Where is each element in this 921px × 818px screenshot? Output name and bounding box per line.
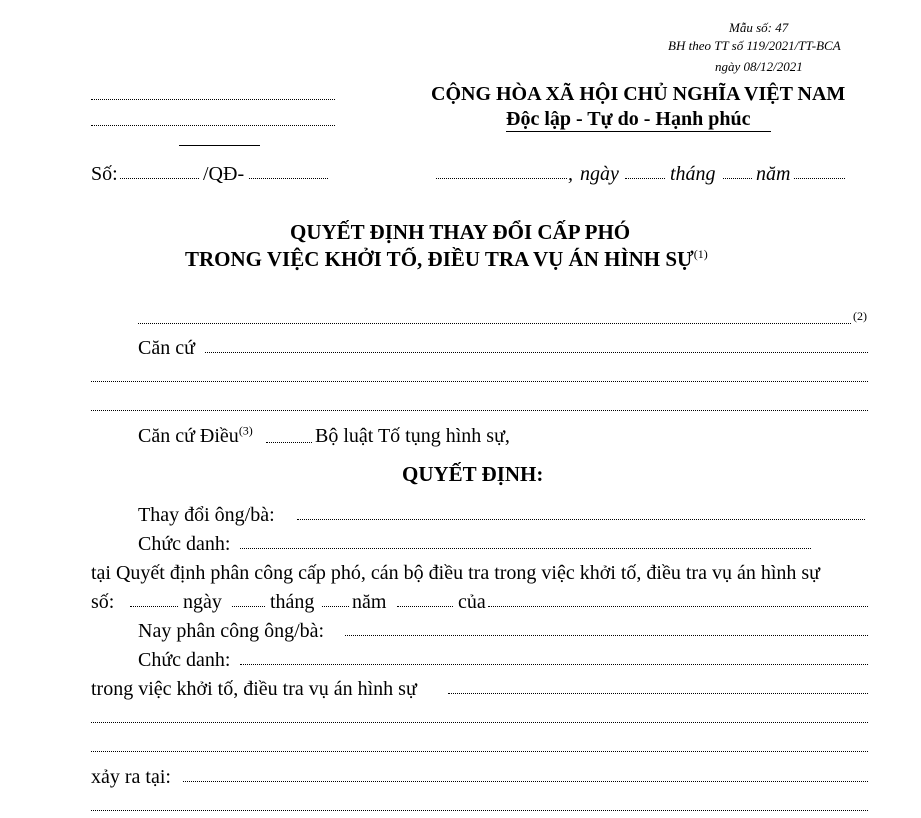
qd-cua-label: của xyxy=(458,591,486,613)
form-number: Mẫu số: 47 xyxy=(729,20,789,35)
xay-ra-tai-field-2 xyxy=(91,810,868,811)
can-cu-label: Căn cứ xyxy=(138,337,195,359)
date-comma: , xyxy=(568,163,573,185)
document-title-line-1: QUYẾT ĐỊNH THAY ĐỔI CẤP PHÓ xyxy=(290,220,631,244)
title-footnote: (1) xyxy=(693,247,708,261)
can-cu-dieu-label: Căn cứ Điều xyxy=(138,425,239,447)
so-number-field xyxy=(120,178,199,179)
vu-an-field-1 xyxy=(448,693,868,694)
decision-heading: QUYẾT ĐỊNH: xyxy=(402,462,544,486)
date-thang-label: tháng xyxy=(670,163,716,185)
chuc-danh-2-field xyxy=(240,664,868,665)
footnote-2: (2) xyxy=(853,309,867,323)
tai-quyet-dinh-text: tại Quyết định phân công cấp phó, cán bộ điều tra trong việc khởi tố, điều tra vụ án hình sự xyxy=(91,562,821,584)
document-title-line-2 xyxy=(185,246,708,272)
trong-viec-text: trong việc khởi tố, điều tra vụ án hình sự xyxy=(91,678,417,700)
agency-name-field xyxy=(138,323,851,324)
can-cu-field-1 xyxy=(205,352,868,353)
nay-phan-cong-label: Nay phân công ông/bà: xyxy=(138,620,325,642)
qd-month-field xyxy=(322,606,349,607)
date-nam-label: năm xyxy=(756,163,791,185)
xay-ra-tai-label: xảy ra tại: xyxy=(91,766,171,788)
so-label: Số: xyxy=(91,163,118,185)
date-month-field xyxy=(723,178,752,179)
qd-year-field xyxy=(397,606,453,607)
qd-day-field xyxy=(232,606,265,607)
date-day-field xyxy=(625,178,665,179)
can-cu-field-3 xyxy=(91,410,868,411)
thay-doi-field xyxy=(297,519,865,520)
xay-ra-tai-field-1 xyxy=(183,781,868,782)
chuc-danh-2-label: Chức danh: xyxy=(138,649,231,671)
motto-underline xyxy=(506,131,771,132)
thay-doi-label: Thay đổi ông/bà: xyxy=(138,504,275,526)
so-qd-field xyxy=(130,606,178,607)
qd-ngay-label: ngày xyxy=(183,591,222,613)
agency-underline xyxy=(179,145,260,146)
vu-an-field-3 xyxy=(91,751,868,752)
can-cu-dieu-line xyxy=(138,424,253,448)
form-issued-date: ngày 08/12/2021 xyxy=(715,59,803,74)
qd-label: /QĐ- xyxy=(203,163,245,185)
chuc-danh-field xyxy=(240,548,811,549)
qd-suffix-field xyxy=(249,178,328,179)
form-issued-by: BH theo TT số 119/2021/TT-BCA xyxy=(668,38,841,53)
nation-title: CỘNG HÒA XÃ HỘI CHỦ NGHĨA VIỆT NAM xyxy=(431,83,846,105)
so-qd-label: số: xyxy=(91,591,115,613)
chuc-danh-label: Chức danh: xyxy=(138,533,231,555)
qd-nam-label: năm xyxy=(352,591,387,613)
agency-line-2 xyxy=(91,125,335,126)
motto: Độc lập - Tự do - Hạnh phúc xyxy=(506,108,751,130)
qd-cua-field xyxy=(488,606,868,607)
dieu-number-field xyxy=(266,442,312,443)
agency-line-1 xyxy=(91,99,335,100)
can-cu-field-2 xyxy=(91,381,868,382)
qd-thang-label: tháng xyxy=(270,591,315,613)
nay-phan-cong-field xyxy=(345,635,868,636)
date-ngay-label: ngày xyxy=(580,163,619,185)
title-text: TRONG VIỆC KHỞI TỐ, ĐIỀU TRA VỤ ÁN HÌNH SỰ xyxy=(185,247,694,271)
bo-luat-text: Bộ luật Tố tụng hình sự, xyxy=(315,425,510,447)
footnote-3: (3) xyxy=(238,423,253,438)
place-field xyxy=(436,178,567,179)
vu-an-field-2 xyxy=(91,722,868,723)
date-year-field xyxy=(794,178,845,179)
